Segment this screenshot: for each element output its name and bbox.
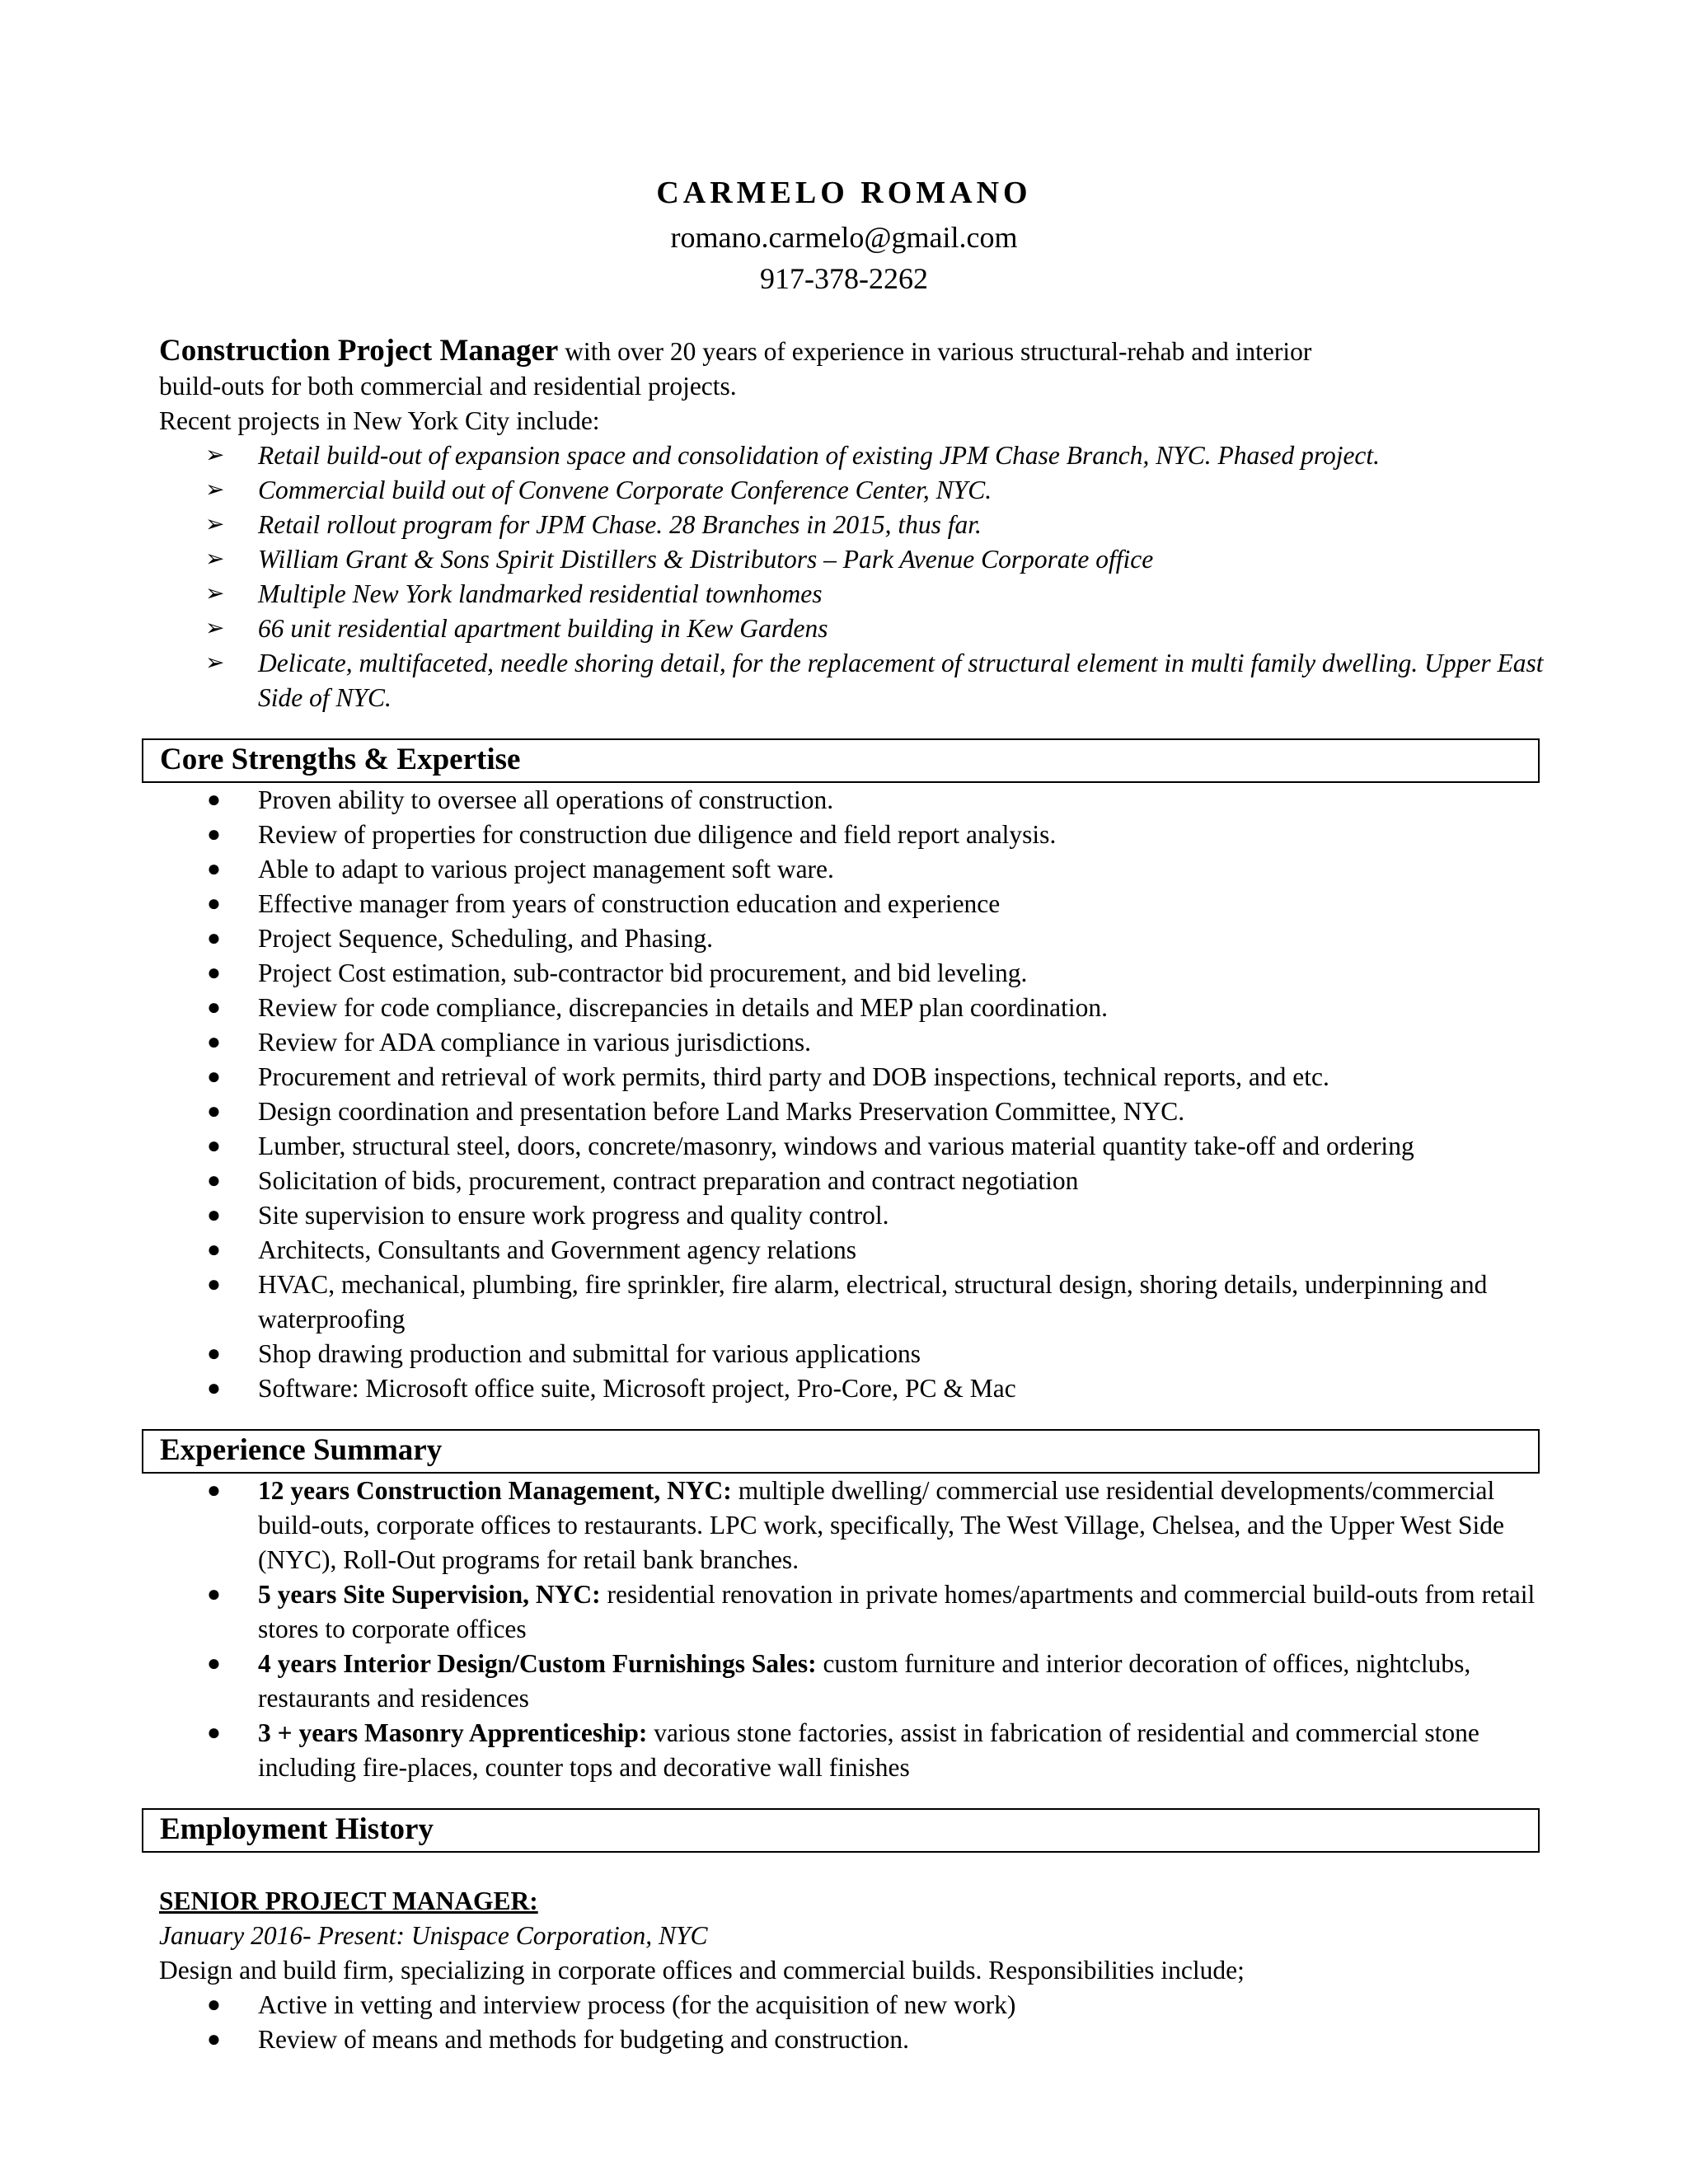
bullet-icon: ●	[207, 1478, 221, 1503]
bullet-icon: ●	[207, 1064, 221, 1090]
section-heading-experience-summary: Experience Summary	[142, 1429, 1540, 1474]
arrow-bullet-icon: ➢	[205, 512, 225, 537]
list-item: ● Solicitation of bids, procurement, contract preparation and contract negotiation	[258, 1164, 1544, 1198]
bullet-icon: ●	[207, 1168, 221, 1193]
list-item: ➢ Retail rollout program for JPM Chase. 28 Branches in 2015, thus far.	[258, 508, 1544, 542]
list-item: ● Site supervision to ensure work progress and quality control.	[258, 1198, 1544, 1233]
intro-text-line2: build-outs for both commercial and residential projects.	[159, 372, 737, 401]
list-item: ● Procurement and retrieval of work permits, third party and DOB inspections, technical reports, and etc.	[258, 1060, 1544, 1094]
list-item: ● HVAC, mechanical, plumbing, fire sprinkler, fire alarm, electrical, structural design, shoring details, underpinning and waterproofing	[258, 1268, 1544, 1337]
job-title: SENIOR PROJECT MANAGER:	[159, 1886, 538, 1915]
job-responsibilities-list	[159, 1988, 1544, 2057]
bullet-icon: ●	[207, 1651, 221, 1676]
list-item: ● Software: Microsoft office suite, Microsoft project, Pro-Core, PC & Mac	[258, 1371, 1544, 1406]
arrow-bullet-icon: ➢	[205, 546, 225, 572]
bullet-icon: ●	[207, 1029, 221, 1055]
intro-text-line1: with over 20 years of experience in various structural-rehab and interior	[558, 337, 1312, 366]
intro-title: Construction Project Manager	[159, 334, 559, 368]
list-item: ● Proven ability to oversee all operations of construction.	[258, 783, 1544, 818]
section-heading-employment-history: Employment History	[142, 1808, 1540, 1853]
list-item: ➢ Retail build-out of expansion space and consolidation of existing JPM Chase Branch, NYC. Phased project.	[258, 438, 1544, 473]
list-item: ● 12 years Construction Management, NYC: multiple dwelling/ commercial use residential developments/commercial build-outs, corporate offices to restaurants. LPC work, specifically, The West Village, Chelsea, and the Upper West Side (NYC), Roll-Out programs for retail bank branches.	[258, 1474, 1544, 1577]
list-item: ● Project Cost estimation, sub-contractor bid procurement, and bid leveling.	[258, 956, 1544, 991]
list-item: ● Able to adapt to various project management soft ware.	[258, 852, 1544, 887]
bullet-icon: ●	[207, 1237, 221, 1263]
intro-paragraph	[159, 334, 1544, 404]
bullet-icon: ●	[207, 856, 221, 882]
list-item: ➢ Delicate, multifaceted, needle shoring detail, for the replacement of structural element in multi family dwelling. Upper East Side of NYC.	[258, 646, 1544, 715]
bullet-icon: ●	[207, 891, 221, 916]
bullet-icon: ●	[207, 822, 221, 847]
bullet-icon: ●	[207, 1272, 221, 1297]
list-item: ● Architects, Consultants and Government agency relations	[258, 1233, 1544, 1268]
email-address[interactable]: romano.carmelo@gmail.com	[670, 221, 1018, 254]
list-item: ● 3 + years Masonry Apprenticeship: various stone factories, assist in fabrication of residential and commercial stone including fire-places, counter tops and decorative wall finishes	[258, 1716, 1544, 1785]
list-item: ● Design coordination and presentation before Land Marks Preservation Committee, NYC.	[258, 1094, 1544, 1129]
list-item: ● Project Sequence, Scheduling, and Phasing.	[258, 921, 1544, 956]
bullet-icon: ●	[207, 1376, 221, 1401]
experience-summary-list	[159, 1474, 1544, 1785]
list-item: ● Review for code compliance, discrepancies in details and MEP plan coordination.	[258, 991, 1544, 1025]
bullet-icon: ●	[207, 926, 221, 951]
core-strengths-list	[159, 783, 1544, 1406]
job-description: Design and build firm, specializing in corporate offices and commercial builds. Responsibilities include;	[159, 1956, 1245, 1985]
bullet-icon: ●	[207, 960, 221, 986]
list-item: ● 5 years Site Supervision, NYC: residential renovation in private homes/apartments and commercial build-outs from retail stores to corporate offices	[258, 1577, 1544, 1647]
bullet-icon: ●	[207, 1720, 221, 1746]
recent-projects-list	[159, 438, 1544, 715]
resume-header	[0, 169, 1688, 299]
section-heading-core-strengths: Core Strengths & Expertise	[142, 738, 1540, 783]
arrow-bullet-icon: ➢	[205, 477, 225, 503]
bullet-icon: ●	[207, 2027, 221, 2052]
list-item: ● Effective manager from years of construction education and experience	[258, 887, 1544, 921]
arrow-bullet-icon: ➢	[205, 616, 225, 641]
arrow-bullet-icon: ➢	[205, 581, 225, 607]
list-item: ● Active in vetting and interview process (for the acquisition of new work)	[258, 1988, 1544, 2022]
bullet-icon: ●	[207, 1133, 221, 1159]
bullet-icon: ●	[207, 1992, 221, 2018]
bullet-icon: ●	[207, 1341, 221, 1366]
list-item: ➢ Commercial build out of Convene Corporate Conference Center, NYC.	[258, 473, 1544, 508]
resume-body	[159, 334, 1544, 2057]
list-item: ● 4 years Interior Design/Custom Furnishings Sales: custom furniture and interior decoration of offices, nightclubs, restaurants and residences	[258, 1647, 1544, 1716]
job-dates: January 2016- Present: Unispace Corporation, NYC	[159, 1921, 708, 1950]
candidate-name: CARMELO ROMANO	[656, 176, 1032, 210]
list-item: ➢ Multiple New York landmarked residential townhomes	[258, 577, 1544, 612]
phone-number: 917-378-2262	[760, 262, 928, 295]
list-item: ➢ 66 unit residential apartment building in Kew Gardens	[258, 612, 1544, 646]
arrow-bullet-icon: ➢	[205, 443, 225, 468]
bullet-icon: ●	[207, 1099, 221, 1124]
bullet-icon: ●	[207, 1582, 221, 1607]
list-item: ● Review of means and methods for budgeting and construction.	[258, 2022, 1544, 2057]
arrow-bullet-icon: ➢	[205, 650, 225, 676]
list-item: ● Review of properties for construction due diligence and field report analysis.	[258, 818, 1544, 852]
bullet-icon: ●	[207, 995, 221, 1020]
recent-projects-label: Recent projects in New York City include:	[159, 406, 600, 435]
list-item: ➢ William Grant & Sons Spirit Distillers & Distributors – Park Avenue Corporate office	[258, 542, 1544, 577]
bullet-icon: ●	[207, 1202, 221, 1228]
bullet-icon: ●	[207, 787, 221, 813]
list-item: ● Review for ADA compliance in various jurisdictions.	[258, 1025, 1544, 1060]
list-item: ● Lumber, structural steel, doors, concrete/masonry, windows and various material quantity take-off and ordering	[258, 1129, 1544, 1164]
list-item: ● Shop drawing production and submittal for various applications	[258, 1337, 1544, 1371]
